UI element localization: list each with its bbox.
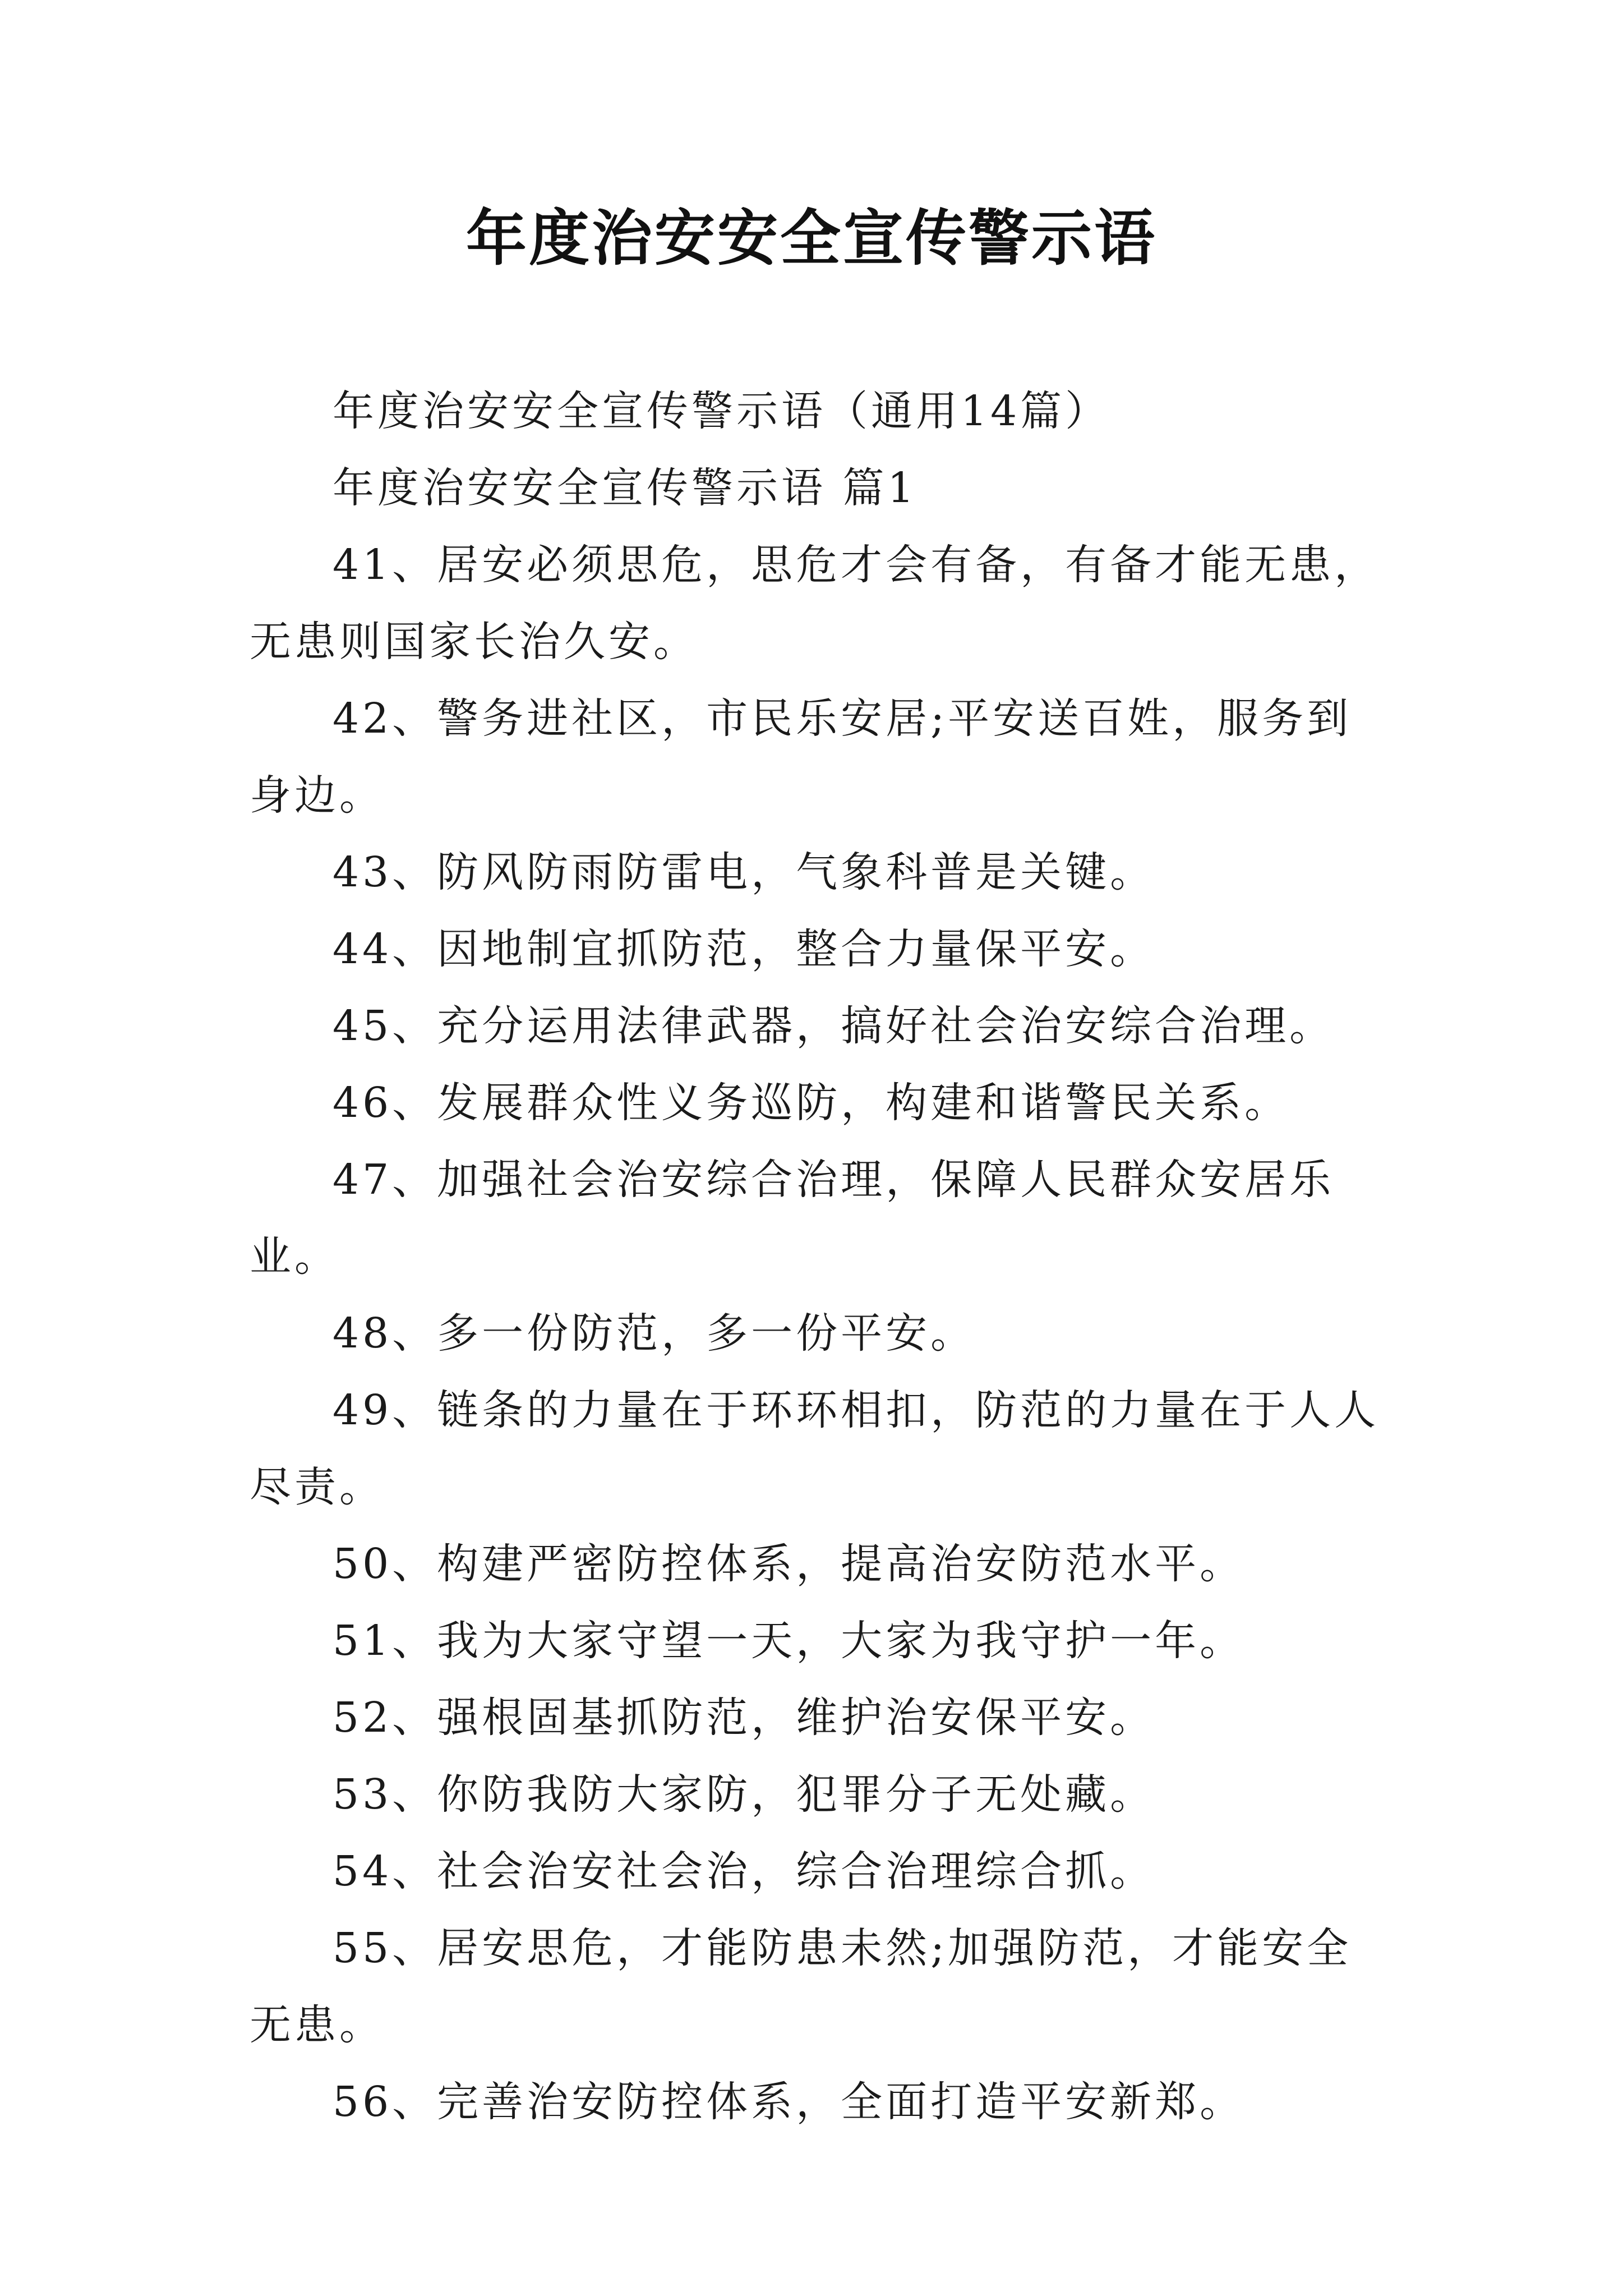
paragraph-heading: 年度治安安全宣传警示语（通用14篇） bbox=[333, 387, 1110, 435]
paragraph-item-45: 45、充分运用法律武器，搞好社会治安综合治理。 bbox=[333, 1002, 1335, 1050]
document-title: 年度治安安全宣传警示语 bbox=[465, 203, 1157, 274]
paragraph-item-44: 44、因地制宜抓防范，整合力量保平安。 bbox=[333, 925, 1155, 973]
paragraph-item-53: 53、你防我防大家防，犯罪分子无处藏。 bbox=[333, 1770, 1155, 1819]
document-body bbox=[250, 373, 1391, 2141]
paragraph-item-54: 54、社会治安社会治，综合治理综合抓。 bbox=[333, 1847, 1155, 1895]
paragraph-item-49: 49、链条的力量在于环环相扣，防范的力量在于人人尽责。 bbox=[250, 1386, 1380, 1511]
paragraph-item-43: 43、防风防雨防雷电，气象科普是关键。 bbox=[333, 848, 1155, 896]
paragraph-item-51: 51、我为大家守望一天，大家为我守护一年。 bbox=[333, 1617, 1245, 1665]
paragraph-section-title: 年度治安安全宣传警示语 篇1 bbox=[333, 464, 917, 512]
paragraph-item-56: 56、完善治安防控体系，全面打造平安新郑。 bbox=[333, 2078, 1245, 2126]
paragraph-item-41: 41、居安必须思危，思危才会有备，有备才能无患，无患则国家长治久安。 bbox=[250, 541, 1380, 666]
paragraph-item-55: 55、居安思危，才能防患未然;加强防范，才能安全无患。 bbox=[250, 1924, 1352, 2049]
paragraph-item-48: 48、多一份防范，多一份平安。 bbox=[333, 1309, 976, 1358]
paragraph-item-47: 47、加强社会治安综合治理，保障人民群众安居乐业。 bbox=[250, 1156, 1335, 1281]
paragraph-item-50: 50、构建严密防控体系，提高治安防范水平。 bbox=[333, 1540, 1245, 1588]
paragraph-item-42: 42、警务进社区，市民乐安居;平安送百姓，服务到身边。 bbox=[250, 694, 1352, 820]
paragraph-item-46: 46、发展群众性义务巡防，构建和谐警民关系。 bbox=[333, 1079, 1290, 1127]
paragraph-item-52: 52、强根固基抓防范，维护治安保平安。 bbox=[333, 1694, 1155, 1742]
